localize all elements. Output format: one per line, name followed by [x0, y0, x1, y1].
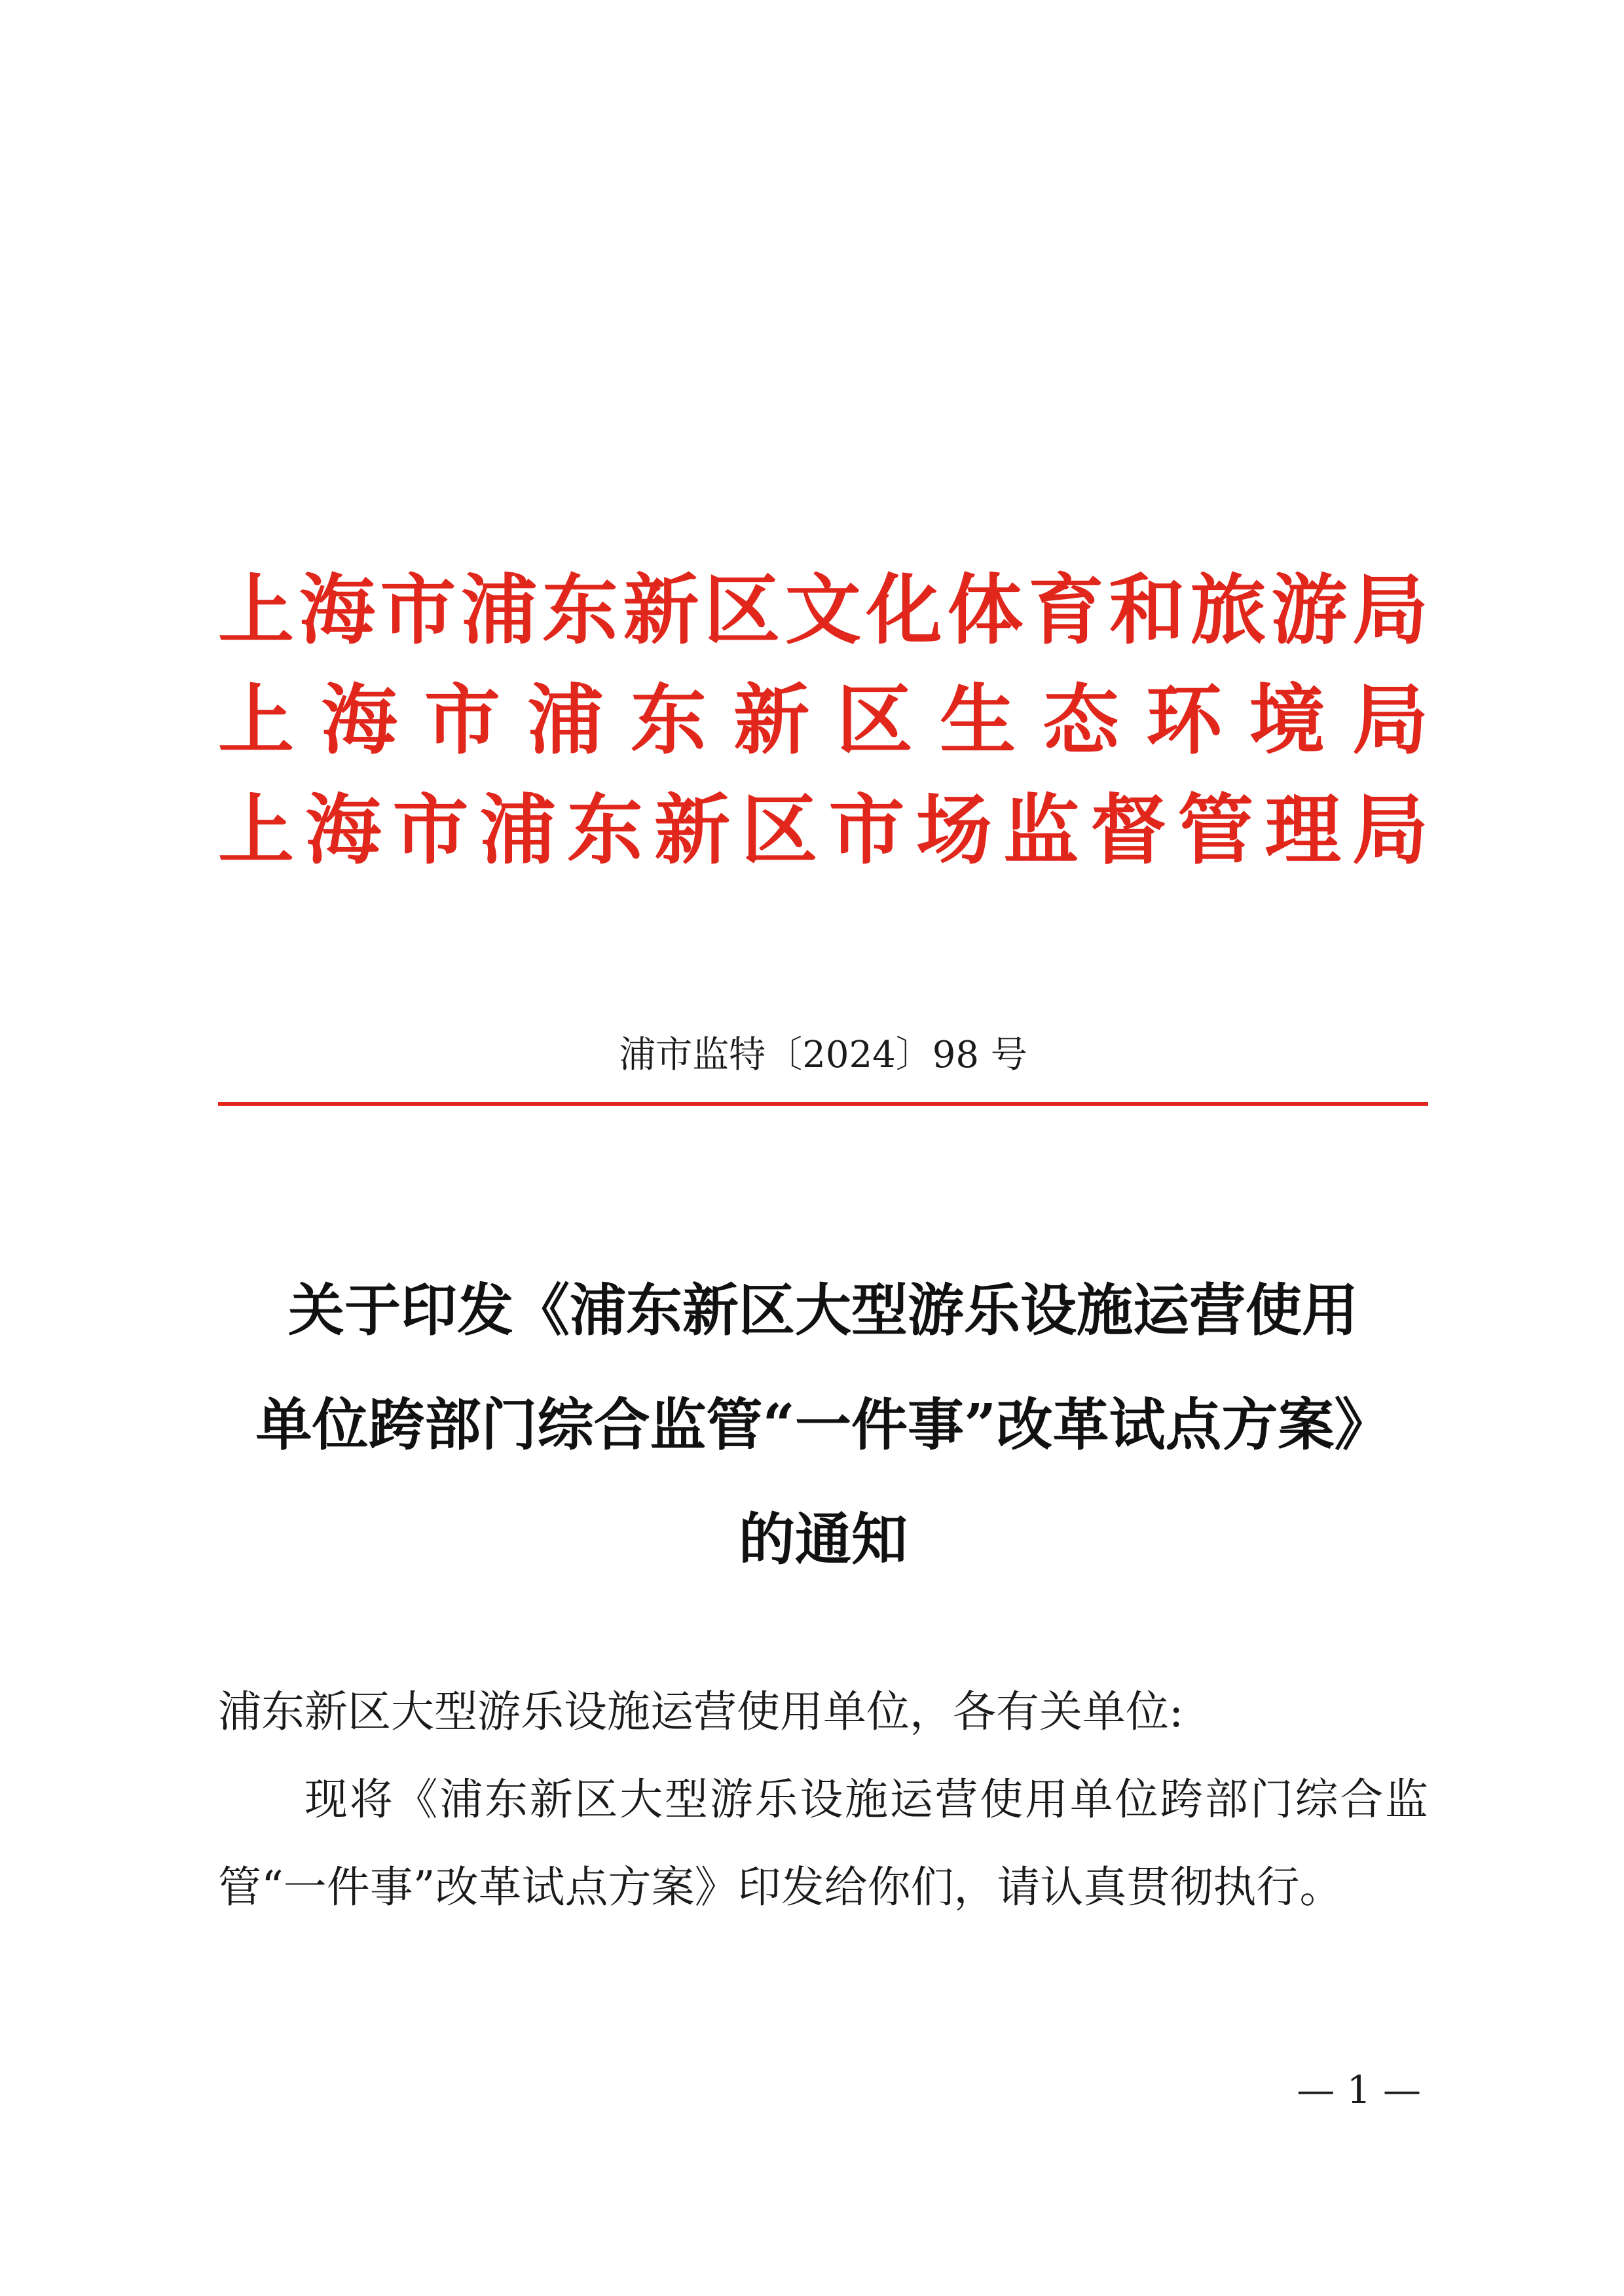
issuer-character: 新	[654, 785, 731, 875]
body-paragraph: 现将《浦东新区大型游乐设施运营使用单位跨部门综合监管“一件事”改革试点方案》印发给你们，请认真贯彻执行。	[218, 1774, 1428, 1912]
document-title	[218, 1253, 1428, 1597]
issuer-ecology-environment-bureau	[218, 659, 1428, 769]
salutation: 浦东新区大型游乐设施运营使用单位，各有关单位:	[218, 1686, 1184, 1737]
issuer-culture-sports-tourism-bureau	[218, 549, 1428, 659]
issuer-character: 市	[392, 785, 469, 875]
issuer-character: 上	[218, 785, 294, 875]
issuer-character: 局	[1352, 565, 1428, 655]
issuer-character: 文	[784, 565, 861, 655]
issuer-character: 局	[1352, 675, 1428, 765]
issuer-character: 上	[218, 565, 294, 655]
issuer-character: 和	[1109, 565, 1185, 655]
issuer-character: 区	[836, 675, 913, 765]
issuer-character: 东	[630, 675, 707, 765]
issuer-character: 区	[741, 785, 818, 875]
issuer-character: 旅	[1190, 565, 1266, 655]
issuer-character: 市	[828, 785, 905, 875]
issuer-character: 海	[305, 785, 382, 875]
issuer-character: 东	[542, 565, 618, 655]
page-number: — 1 —	[1297, 2068, 1421, 2112]
issuing-authorities-header	[218, 549, 1428, 879]
issuer-character: 浦	[479, 785, 556, 875]
issuer-character: 境	[1249, 675, 1325, 765]
issuer-character: 环	[1146, 675, 1223, 765]
document-body	[218, 1668, 1428, 1931]
issuer-character: 体	[947, 565, 1024, 655]
issuer-character: 市	[380, 565, 456, 655]
issuer-character: 游	[1271, 565, 1348, 655]
issuer-character: 态	[1043, 675, 1119, 765]
issuer-character: 浦	[527, 675, 604, 765]
issuer-character: 场	[915, 785, 992, 875]
issuer-character: 海	[299, 565, 375, 655]
title-line-2: 单位跨部门综合监管“一件事”改革试点方案》	[255, 1392, 1391, 1458]
title-line-1: 关于印发《浦东新区大型游乐设施运营使用	[288, 1277, 1358, 1343]
issuer-character: 上	[218, 675, 294, 765]
issuer-character: 市	[424, 675, 500, 765]
issuer-character: 监	[1003, 785, 1079, 875]
issuer-market-supervision-bureau	[218, 769, 1428, 879]
issuer-character: 新	[623, 565, 699, 655]
issuer-character: 化	[866, 565, 942, 655]
issuer-character: 局	[1352, 785, 1428, 875]
issuer-character: 东	[566, 785, 643, 875]
issuer-character: 育	[1028, 565, 1105, 655]
issuer-character: 海	[321, 675, 397, 765]
issuer-character: 督	[1090, 785, 1167, 875]
issuer-character: 区	[704, 565, 781, 655]
document-number: 浦市监特〔2024〕98 号	[619, 1034, 1027, 1076]
issuer-character: 理	[1264, 785, 1341, 875]
issuer-character: 生	[940, 675, 1016, 765]
title-line-3: 的通知	[739, 1506, 908, 1573]
issuer-character: 新	[733, 675, 810, 765]
issuer-character: 管	[1177, 785, 1254, 875]
red-separator-line	[218, 1102, 1428, 1106]
issuer-character: 浦	[461, 565, 538, 655]
